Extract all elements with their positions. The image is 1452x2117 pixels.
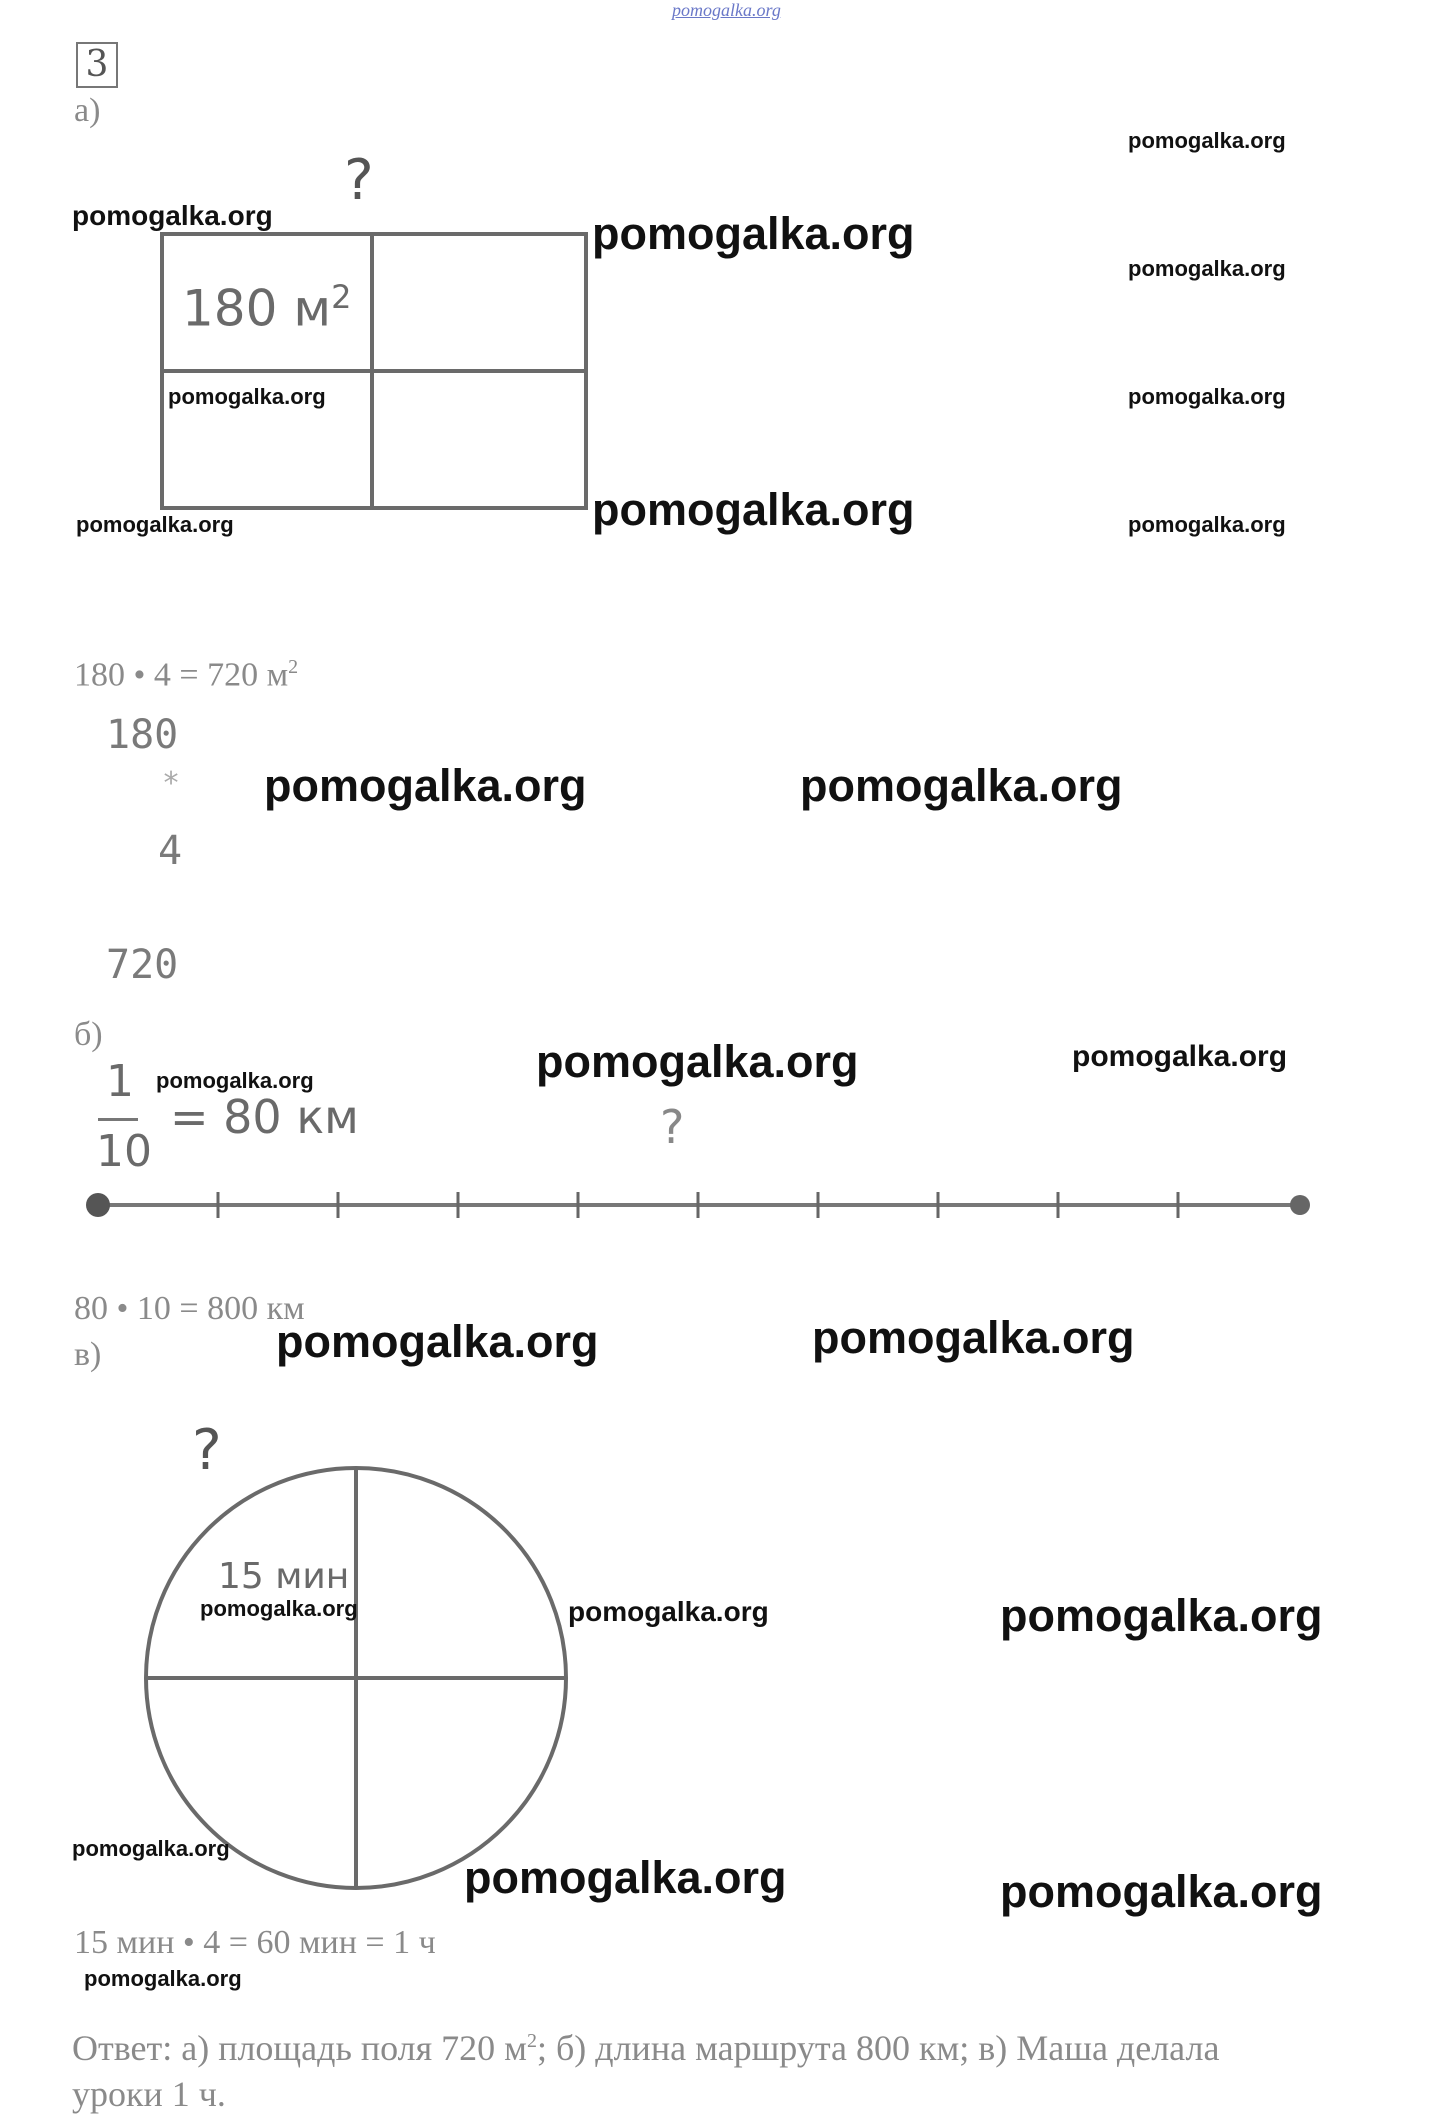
- equation-a-main: 180 • 4 = 720 м: [74, 656, 289, 694]
- watermark: pomogalka.org: [812, 1312, 1135, 1363]
- part-c-question-mark: ?: [192, 1418, 222, 1483]
- answer-line-2: уроки 1 ч.: [72, 2074, 226, 2114]
- watermark: pomogalka.org: [1128, 512, 1286, 537]
- watermark: pomogalka.org: [536, 1036, 859, 1087]
- equation-a: [74, 656, 298, 694]
- answer-line-1: [72, 2018, 1219, 2071]
- fraction-rhs: = 80 км: [170, 1090, 359, 1144]
- part-a-label: а): [74, 92, 101, 129]
- watermark: pomogalka.org: [1128, 128, 1286, 153]
- answer-line-1-pre: Ответ: а) площадь поля 720 м: [72, 2028, 527, 2068]
- watermark: pomogalka.org: [1072, 1040, 1288, 1073]
- part-b-question-mark: ?: [660, 1100, 685, 1154]
- area-value: 180 м: [182, 279, 332, 338]
- rectangle-diagram: [160, 232, 590, 512]
- fraction-numerator: 1: [106, 1056, 134, 1107]
- watermark: pomogalka.org: [76, 512, 234, 537]
- answer-text: [72, 2018, 1219, 2117]
- watermark: pomogalka.org: [168, 384, 326, 409]
- column-top: 180: [106, 712, 179, 758]
- route-line-diagram: [80, 1180, 1330, 1230]
- watermark: pomogalka.org: [264, 760, 587, 811]
- column-operator: *: [162, 766, 181, 801]
- answer-line-1-post: ; б) длина маршрута 800 км; в) Маша делала: [536, 2028, 1220, 2068]
- fraction-denominator: 10: [96, 1126, 152, 1177]
- answer-line-1-exponent: 2: [526, 2030, 537, 2052]
- watermark: pomogalka.org: [72, 200, 273, 231]
- header-link[interactable]: pomogalka.org: [672, 0, 781, 20]
- watermark: pomogalka.org: [84, 1966, 242, 1991]
- part-c-label: в): [74, 1336, 102, 1373]
- watermark: pomogalka.org: [156, 1068, 314, 1093]
- area-exponent: 2: [331, 278, 352, 316]
- route-end-point: [1290, 1195, 1310, 1215]
- watermark: pomogalka.org: [276, 1316, 599, 1367]
- part-b-label: б): [74, 1016, 103, 1053]
- route-start-point: [86, 1193, 110, 1217]
- area-label: [182, 278, 351, 338]
- column-result: 720: [106, 942, 179, 988]
- watermark: pomogalka.org: [1000, 1590, 1323, 1641]
- equation-a-exponent: 2: [288, 656, 299, 678]
- watermark: pomogalka.org: [1128, 384, 1286, 409]
- watermark: pomogalka.org: [200, 1596, 358, 1621]
- equation-b: 80 • 10 = 800 км: [74, 1290, 305, 1327]
- watermark: pomogalka.org: [464, 1852, 787, 1903]
- watermark: pomogalka.org: [568, 1596, 769, 1627]
- task-number: 3: [76, 42, 118, 88]
- watermark: pomogalka.org: [592, 484, 915, 535]
- watermark: pomogalka.org: [72, 1836, 230, 1861]
- fraction-bar: [98, 1118, 138, 1121]
- part-a-question-mark: ?: [344, 148, 374, 213]
- equation-c: 15 мин • 4 = 60 мин = 1 ч: [74, 1924, 436, 1961]
- watermark: pomogalka.org: [1128, 256, 1286, 281]
- watermark: pomogalka.org: [1000, 1866, 1323, 1917]
- sector-label: 15 мин: [218, 1556, 350, 1597]
- watermark: pomogalka.org: [800, 760, 1123, 811]
- watermark: pomogalka.org: [592, 208, 915, 259]
- column-multiplier: 4: [158, 828, 183, 874]
